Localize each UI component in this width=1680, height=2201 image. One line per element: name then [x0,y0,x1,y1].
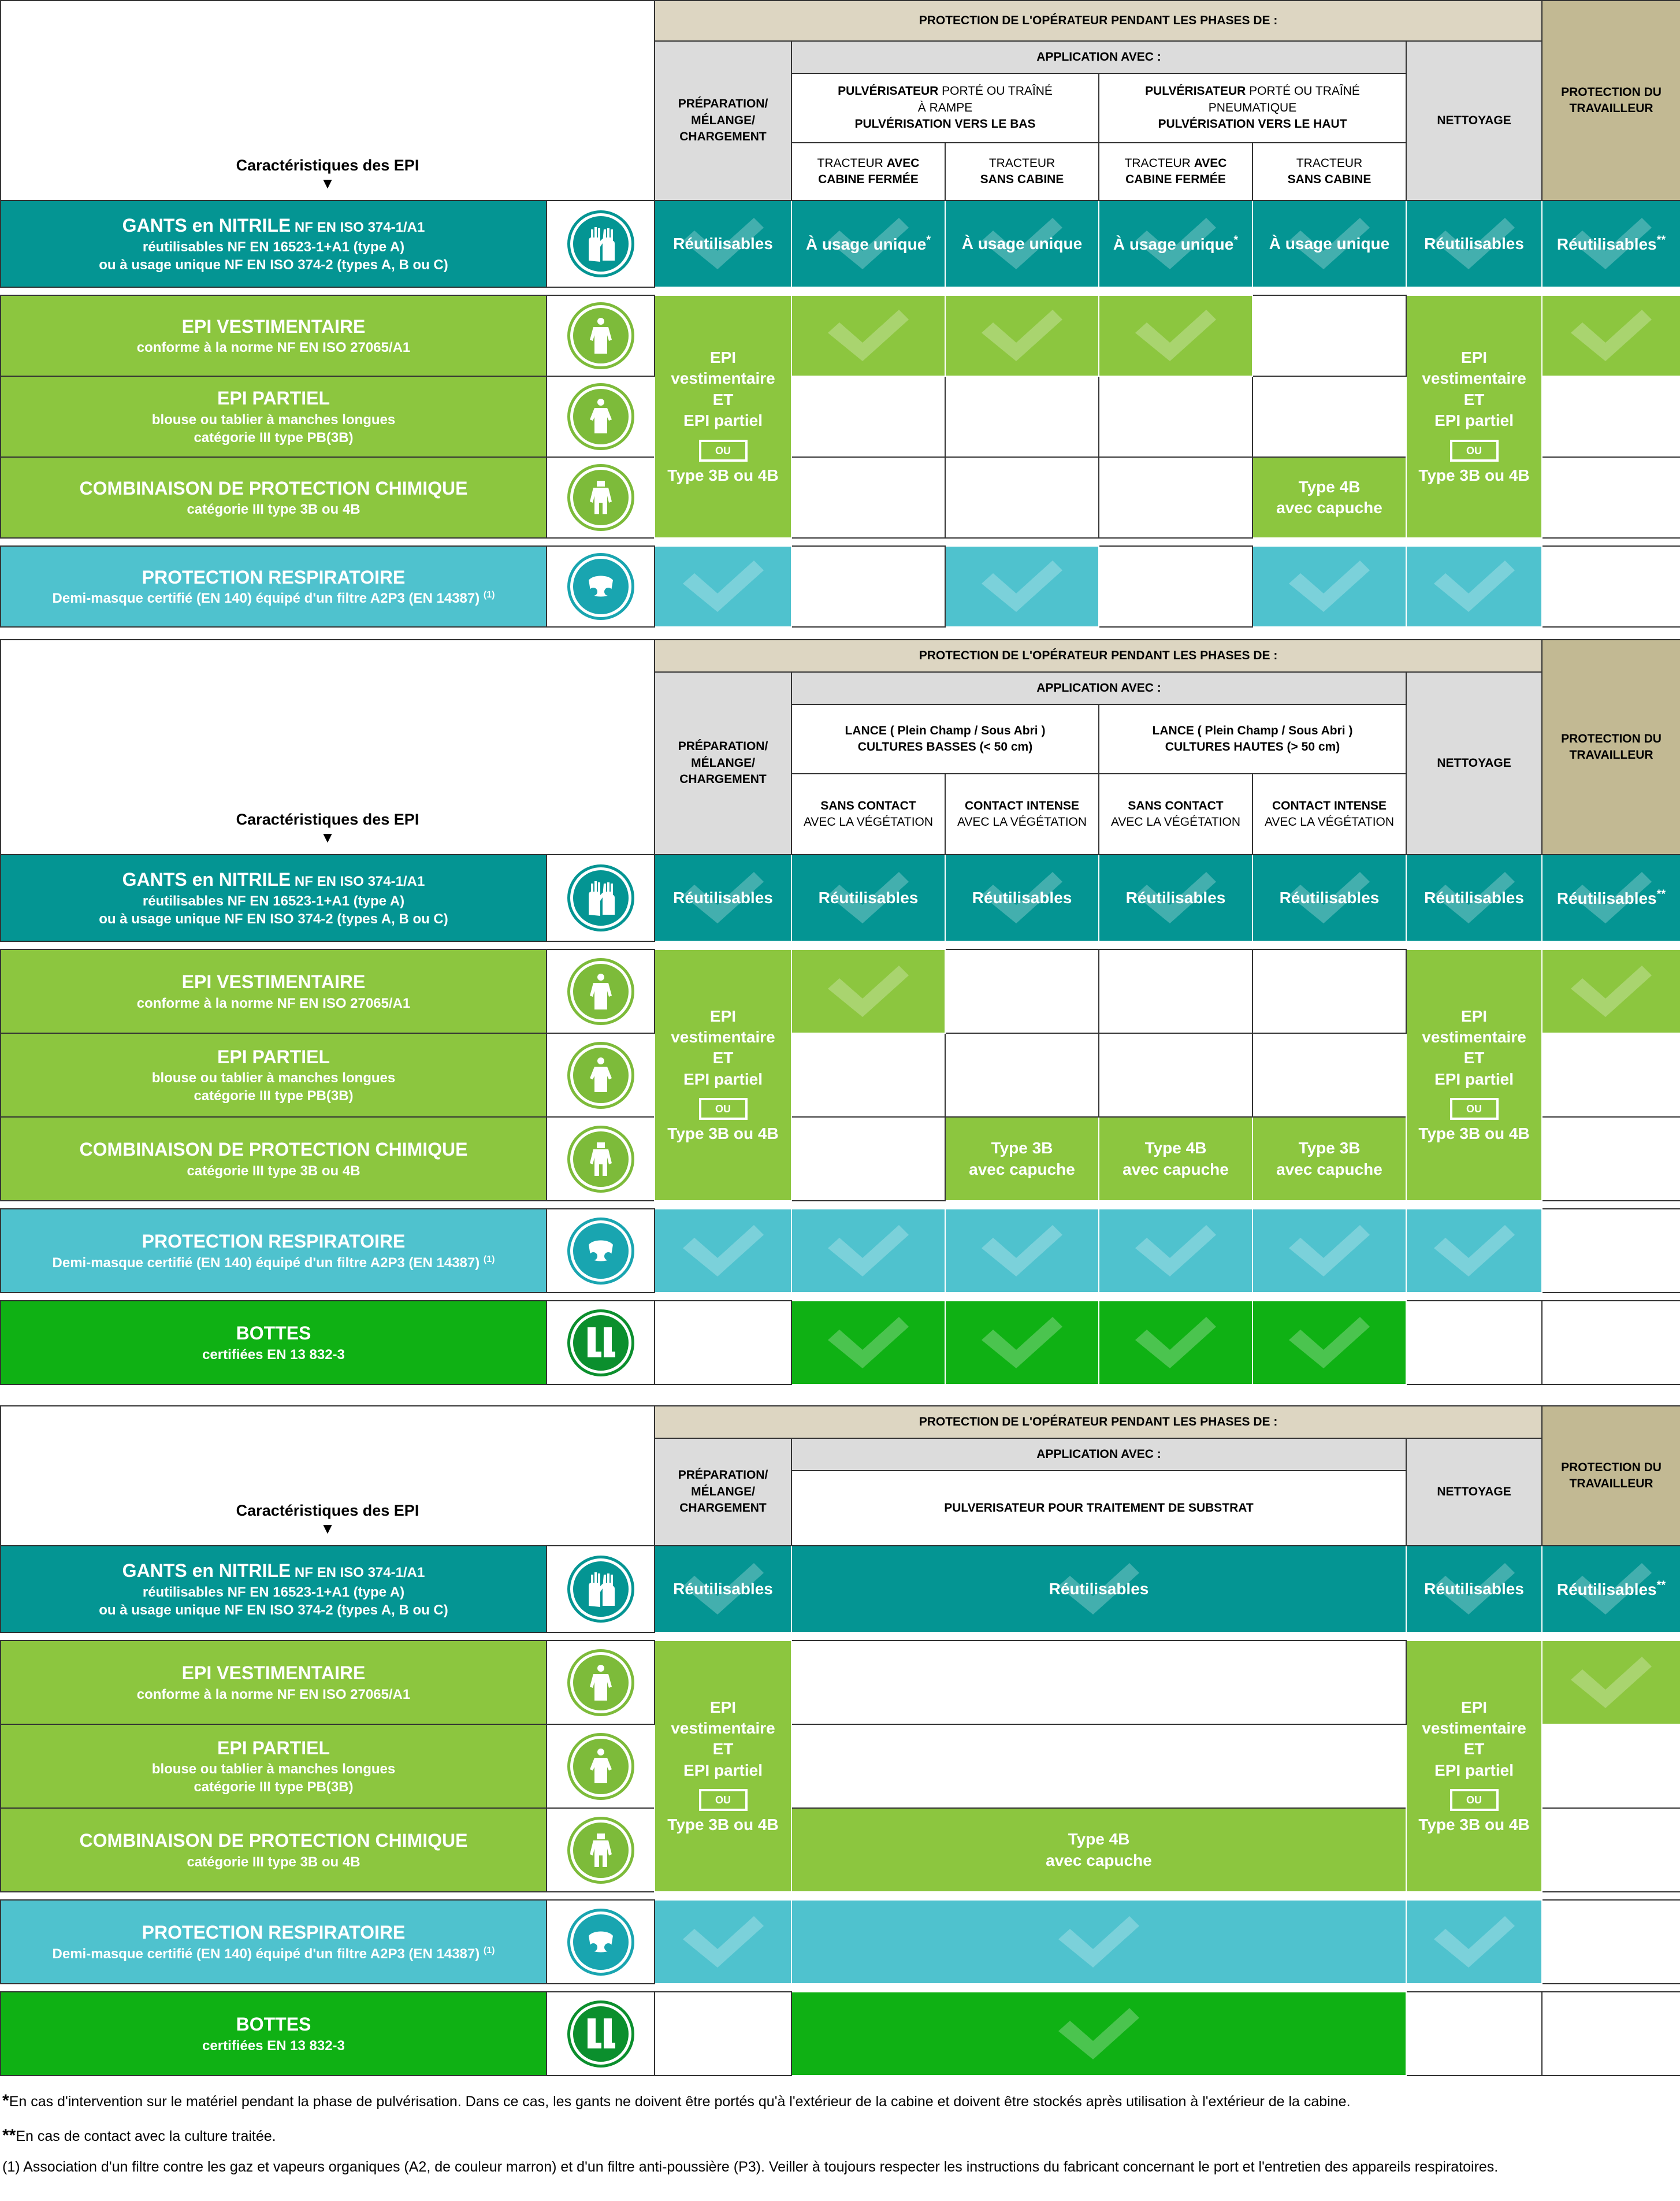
cell-empty [1542,546,1680,627]
cell-check [1099,1209,1252,1293]
cell-reutilisables: Réutilisables [655,1546,791,1632]
boots-icon [567,2000,634,2068]
footnote-1: *En cas d'intervention sur le matériel pendant la phase de pulvérisation. Dans ce cas, les gants ne doivent être portés qu'à l'extérieur de la cabine et doivent être stockés après utilisation à l'extérieur de la cabine. [2,2091,1351,2110]
cell-check [1542,949,1680,1033]
cell-check [655,546,791,627]
boots-icon-cell [547,1992,655,2076]
ou-badge: OU [1450,1789,1499,1811]
cell-check [1542,1640,1680,1724]
cell-reutilisables: Réutilisables** [1542,1546,1680,1632]
cell-empty [655,1301,791,1385]
cell-type-3b-capuche: Type 3B avec capuche [1252,1117,1406,1201]
boots-icon [567,1309,634,1376]
gloves-icon [567,864,634,931]
protection-operateur-header: PROTECTION DE L'OPÉRATEUR PENDANT LES PHASES DE : [655,1,1542,41]
cell-check [1542,295,1680,376]
cell-empty [1099,1033,1252,1117]
protection-operateur-header: PROTECTION DE L'OPÉRATEUR PENDANT LES PHASES DE : [655,640,1542,672]
epi-partiel-label: EPI PARTIEL blouse ou tablier à manches longues catégorie III type PB(3B) [1,376,547,457]
cell-check [791,1301,945,1385]
cell-empty [1252,1033,1406,1117]
cell-usage-unique: À usage unique [945,201,1099,287]
protection-respiratoire-label: PROTECTION RESPIRATOIRE Demi-masque certifié (EN 140) équipé d'un filtre A2P3 (EN 14387) $^{(1)}$ [1,546,547,627]
coat-icon [567,1649,634,1716]
cell-reutilisables: Réutilisables [791,1546,1406,1632]
cell-empty [791,457,945,538]
caracteristiques-header: Caractéristiques des EPI ▼ [1,1406,655,1546]
preparation-header: PRÉPARATION/ MÉLANGE/ CHARGEMENT [655,672,791,855]
cell-reutilisables: Réutilisables [791,855,945,941]
ou-badge: OU [1450,440,1499,462]
epi-partiel-label: EPI PARTIEL blouse ou tablier à manches longues catégorie III type PB(3B) [1,1033,547,1117]
cell-type-4b-capuche: Type 4B avec capuche [1099,1117,1252,1201]
caracteristiques-header: Caractéristiques des EPI ▼ [1,640,655,855]
footnote-3: (1) Association d'un filtre contre les gaz et vapeurs organiques (A2, de couleur marron) et d'un filtre anti-poussière (P3). Veiller à toujours respecter les instructions du fabricant concernant le port et l'entretien des appareils respiratoires. [2,2159,1499,2175]
protection-travailleur-header: PROTECTION DU TRAVAILLEUR [1542,1406,1680,1546]
table-3 [0,1405,1680,2076]
cell-empty [1542,1033,1680,1117]
coverall-icon-cell [547,1808,655,1892]
cell-empty [1406,1301,1542,1385]
cell-check [945,1301,1099,1385]
cell-reutilisables: Réutilisables [655,201,791,287]
ou-badge: OU [699,1789,748,1811]
cell-empty [1542,1209,1680,1293]
cell-check [945,546,1099,627]
table-1 [0,0,1680,628]
arrow-down-icon: ▼ [320,175,335,192]
cell-check [945,1209,1099,1293]
substrat-header: PULVERISATEUR POUR TRAITEMENT DE SUBSTRAT [791,1471,1406,1546]
cell-check [1406,1209,1542,1293]
ou-badge: OU [699,440,748,462]
cell-reutilisables: Réutilisables [945,855,1099,941]
epi-vestimentaire-label: EPI VESTIMENTAIRE conforme à la norme NF EN ISO 27065/A1 [1,1640,547,1724]
apron-icon [567,1042,634,1109]
respirator-mask-icon [567,1909,634,1976]
pulverisateur-haut-header: PULVÉRISATEUR PORTÉ OU TRAÎNÉ PNEUMATIQUE PULVÉRISATION VERS LE HAUT [1099,73,1406,143]
sans-contact-header: SANS CONTACT AVEC LA VÉGÉTATION [791,774,945,855]
mask-icon-cell [547,1900,655,1984]
respirator-mask-icon [567,1218,634,1285]
mask-icon-cell [547,1209,655,1293]
cell-usage-unique: À usage unique [1252,201,1406,287]
arrow-down-icon: ▼ [320,1520,335,1537]
vest-icon-cell [547,295,655,376]
table-2 [0,639,1680,1385]
cell-empty [1542,1301,1680,1385]
cell-empty [1099,376,1252,457]
ou-badge: OU [1450,1098,1499,1120]
cell-empty [1542,1724,1680,1808]
cell-empty [945,949,1099,1033]
application-avec-header: APPLICATION AVEC : [791,41,1406,73]
gants-icon-cell [547,201,655,287]
cell-reutilisables: Réutilisables [1406,1546,1542,1632]
cell-empty [1099,546,1252,627]
cell-check [1252,1301,1406,1385]
cell-check [655,1209,791,1293]
cell-usage-unique: À usage unique* [1099,201,1252,287]
bottes-label: BOTTES certifiées EN 13 832-3 [1,1301,547,1385]
coat-icon [567,958,634,1025]
tracteur-avec-cabine-header: TRACTEUR AVEC CABINE FERMÉE [791,143,945,201]
cell-empty [1542,1900,1680,1984]
gants-icon-cell [547,855,655,941]
tracteur-sans-cabine-header: TRACTEUR SANS CABINE [1252,143,1406,201]
coverall-icon [567,1126,634,1193]
cell-reutilisables: Réutilisables [1406,201,1542,287]
cell-reutilisables: Réutilisables [1252,855,1406,941]
cell-check [945,295,1099,376]
epi-vestimentaire-label: EPI VESTIMENTAIRE conforme à la norme NF EN ISO 27065/A1 [1,295,547,376]
cell-check [1406,546,1542,627]
gants-label: GANTS en NITRILE NF EN ISO 374-1/A1 réutilisables NF EN 16523-1+A1 (type A) ou à usage unique NF EN ISO 374-2 (types A, B ou C) [1,855,547,941]
cell-empty [1542,1117,1680,1201]
lance-cultures-hautes-header: LANCE ( Plein Champ / Sous Abri ) CULTURES HAUTES (> 50 cm) [1099,704,1406,774]
cell-type-3b-capuche: Type 3B avec capuche [945,1117,1099,1201]
cell-empty [791,546,945,627]
combinaison-label: COMBINAISON DE PROTECTION CHIMIQUE catégorie III type 3B ou 4B [1,1808,547,1892]
cell-epi-vestimentaire-et-partiel: EPI vestimentaire ET EPI partiel OU Type 3B ou 4B [1406,1640,1542,1892]
cell-empty [1542,1808,1680,1892]
protection-travailleur-header: PROTECTION DU TRAVAILLEUR [1542,1,1680,201]
cell-empty [791,1117,945,1201]
cell-check [791,1209,945,1293]
application-avec-header: APPLICATION AVEC : [791,1438,1406,1471]
bottes-label: BOTTES certifiées EN 13 832-3 [1,1992,547,2076]
cell-empty [1252,376,1406,457]
apron-icon [567,383,634,450]
cell-empty [1542,1992,1680,2076]
gloves-icon [567,210,634,277]
cell-check [791,1992,1406,2076]
cell-empty [1252,295,1406,376]
cell-empty [1542,376,1680,457]
cell-empty [791,1640,1406,1724]
ou-badge: OU [699,1098,748,1120]
cell-check [791,949,945,1033]
cell-empty [945,457,1099,538]
combinaison-label: COMBINAISON DE PROTECTION CHIMIQUE catégorie III type 3B ou 4B [1,457,547,538]
cell-check [1099,1301,1252,1385]
protection-operateur-header: PROTECTION DE L'OPÉRATEUR PENDANT LES PHASES DE : [655,1406,1542,1438]
vest-icon-cell [547,1640,655,1724]
vest-icon-cell [547,949,655,1033]
sans-contact-header: SANS CONTACT AVEC LA VÉGÉTATION [1099,774,1252,855]
cell-reutilisables: Réutilisables** [1542,855,1680,941]
protection-respiratoire-label: PROTECTION RESPIRATOIRE Demi-masque certifié (EN 140) équipé d'un filtre A2P3 (EN 14387) $^{(1)}$ [1,1900,547,1984]
cell-reutilisables: Réutilisables [1406,855,1542,941]
protection-respiratoire-label: PROTECTION RESPIRATOIRE Demi-masque certifié (EN 140) équipé d'un filtre A2P3 (EN 14387) $^{(1)}$ [1,1209,547,1293]
lance-cultures-basses-header: LANCE ( Plein Champ / Sous Abri ) CULTURES BASSES (< 50 cm) [791,704,1099,774]
coverall-icon-cell [547,457,655,538]
protection-travailleur-header: PROTECTION DU TRAVAILLEUR [1542,640,1680,855]
cell-check [655,1900,791,1984]
cell-check [1406,1900,1542,1984]
cell-epi-vestimentaire-et-partiel: EPI vestimentaire ET EPI partiel OU Type 3B ou 4B [1406,295,1542,538]
cell-type-4b-capuche: Type 4B avec capuche [791,1808,1406,1892]
gants-label: GANTS en NITRILE NF EN ISO 374-1/A1 réutilisables NF EN 16523-1+A1 (type A) ou à usage unique NF EN ISO 374-2 (types A, B ou C) [1,201,547,287]
gloves-icon [567,1556,634,1623]
tracteur-sans-cabine-header: TRACTEUR SANS CABINE [945,143,1099,201]
coverall-icon [567,1817,634,1884]
cell-empty [1542,457,1680,538]
mask-icon-cell [547,546,655,627]
cell-check [791,1900,1406,1984]
cell-reutilisables: Réutilisables [655,855,791,941]
preparation-header: PRÉPARATION/ MÉLANGE/ CHARGEMENT [655,41,791,201]
cell-empty [945,376,1099,457]
cell-reutilisables: Réutilisables [1099,855,1252,941]
footnote-2: **En cas de contact avec la culture traitée. [2,2126,276,2145]
tracteur-avec-cabine-header: TRACTEUR AVEC CABINE FERMÉE [1099,143,1252,201]
application-avec-header: APPLICATION AVEC : [791,672,1406,704]
gants-label: GANTS en NITRILE NF EN ISO 374-1/A1 réutilisables NF EN 16523-1+A1 (type A) ou à usage unique NF EN ISO 374-2 (types A, B ou C) [1,1546,547,1632]
contact-intense-header: CONTACT INTENSE AVEC LA VÉGÉTATION [1252,774,1406,855]
apron-icon [567,1733,634,1800]
cell-epi-vestimentaire-et-partiel: EPI vestimentaire ET EPI partiel OU Type 3B ou 4B [1406,949,1542,1201]
cell-check [1252,1209,1406,1293]
cell-epi-vestimentaire-et-partiel: EPI vestimentaire ET EPI partiel OU Type 3B ou 4B [655,295,791,538]
pulverisateur-bas-header: PULVÉRISATEUR PORTÉ OU TRAÎNÉ À RAMPE PULVÉRISATION VERS LE BAS [791,73,1099,143]
cell-empty [1099,457,1252,538]
caracteristiques-header: Caractéristiques des EPI ▼ [1,1,655,201]
cell-empty [1099,949,1252,1033]
cell-type-4b-capuche: Type 4B avec capuche [1252,457,1406,538]
cell-check [1252,546,1406,627]
boots-icon-cell [547,1301,655,1385]
coverall-icon-cell [547,1117,655,1201]
cell-empty [791,376,945,457]
apron-icon-cell [547,1724,655,1808]
nettoyage-header: NETTOYAGE [1406,1438,1542,1546]
cell-epi-vestimentaire-et-partiel: EPI vestimentaire ET EPI partiel OU Type 3B ou 4B [655,1640,791,1892]
coat-icon [567,302,634,369]
gants-icon-cell [547,1546,655,1632]
cell-check [1099,295,1252,376]
cell-empty [945,1033,1099,1117]
contact-intense-header: CONTACT INTENSE AVEC LA VÉGÉTATION [945,774,1099,855]
arrow-down-icon: ▼ [320,829,335,846]
cell-empty [655,1992,791,2076]
coverall-icon [567,464,634,531]
epi-partiel-label: EPI PARTIEL blouse ou tablier à manches longues catégorie III type PB(3B) [1,1724,547,1808]
cell-empty [1406,1992,1542,2076]
cell-empty [791,1033,945,1117]
nettoyage-header: NETTOYAGE [1406,672,1542,855]
apron-icon-cell [547,1033,655,1117]
cell-epi-vestimentaire-et-partiel: EPI vestimentaire ET EPI partiel OU Type 3B ou 4B [655,949,791,1201]
nettoyage-header: NETTOYAGE [1406,41,1542,201]
cell-empty [1252,949,1406,1033]
apron-icon-cell [547,376,655,457]
cell-reutilisables: Réutilisables** [1542,201,1680,287]
combinaison-label: COMBINAISON DE PROTECTION CHIMIQUE catégorie III type 3B ou 4B [1,1117,547,1201]
preparation-header: PRÉPARATION/ MÉLANGE/ CHARGEMENT [655,1438,791,1546]
cell-usage-unique: À usage unique* [791,201,945,287]
cell-check [791,295,945,376]
respirator-mask-icon [567,553,634,620]
epi-vestimentaire-label: EPI VESTIMENTAIRE conforme à la norme NF EN ISO 27065/A1 [1,949,547,1033]
cell-empty [791,1724,1406,1808]
